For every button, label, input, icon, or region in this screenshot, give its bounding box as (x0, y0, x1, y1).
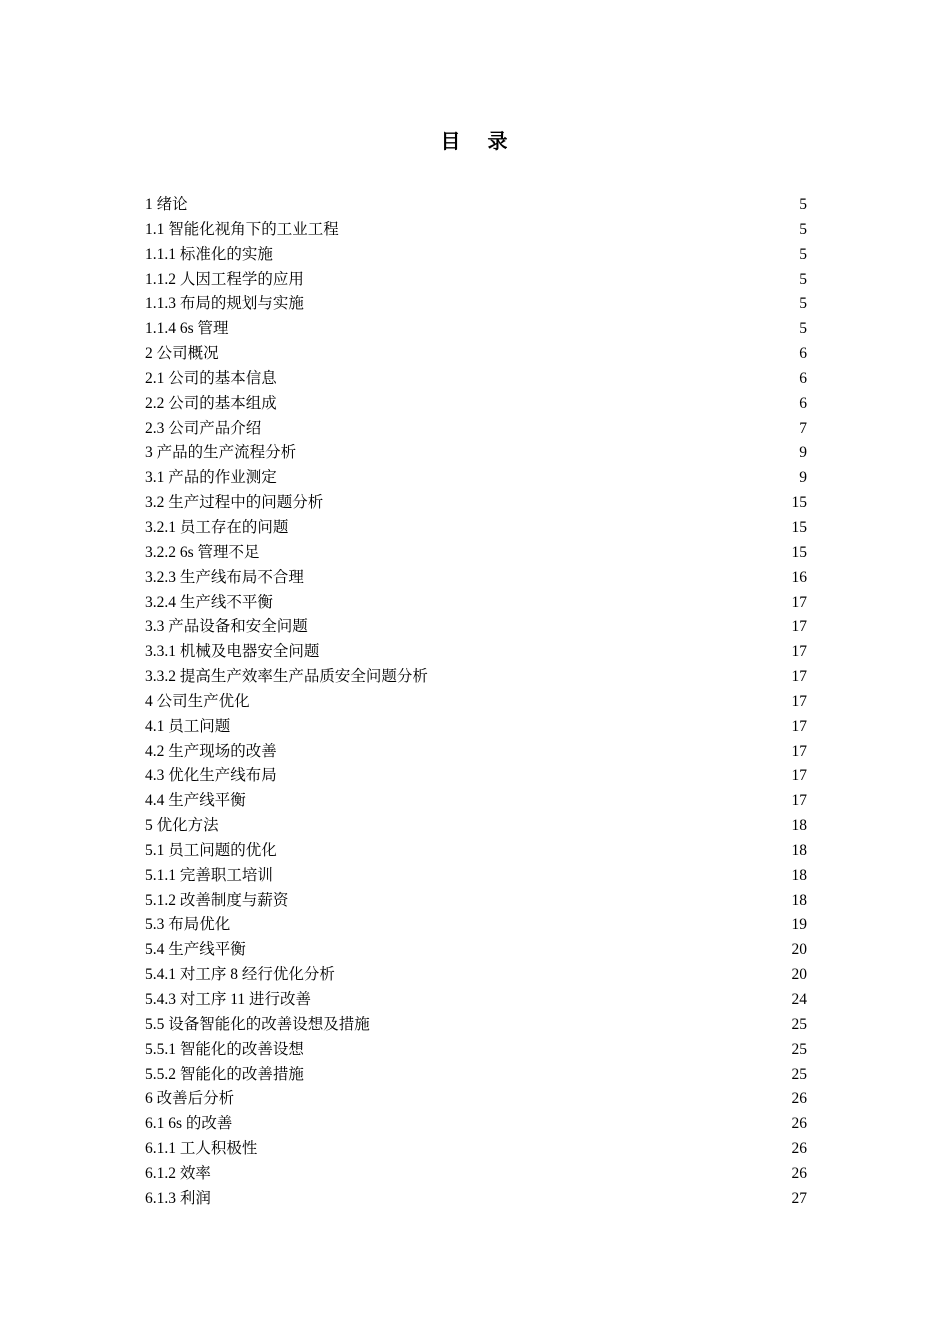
toc-entry-label: 3.3.2 提高生产效率生产品质安全问题分析 (145, 668, 428, 686)
toc-entry-page-number: 7 (799, 419, 807, 437)
toc-entry-page-number: 20 (791, 941, 807, 959)
toc-entry-page-number: 26 (791, 1090, 807, 1108)
toc-entry-page-number: 5 (799, 196, 807, 213)
toc-entry[interactable] (145, 615, 807, 640)
toc-entry-page-number: 5 (799, 220, 807, 238)
toc-entry-label: 6.1.1 工人积极性 (145, 1140, 258, 1158)
toc-entry[interactable] (145, 466, 807, 491)
toc-entry-page-number: 5 (799, 295, 807, 313)
toc-entry[interactable] (145, 417, 807, 442)
toc-entry-label: 5.1.1 完善职工培训 (145, 866, 273, 884)
toc-entry-label: 5 优化方法 (145, 817, 219, 835)
toc-entry[interactable] (145, 1013, 807, 1038)
toc-entry-page-number: 20 (791, 966, 807, 984)
toc-entry-label: 3.2.1 员工存在的问题 (145, 518, 289, 536)
toc-entry-page-number: 17 (791, 717, 807, 735)
toc-entry-page-number: 6 (799, 345, 807, 363)
toc-entry-label: 2.3 公司产品介绍 (145, 419, 262, 437)
toc-entry-page-number: 15 (791, 543, 807, 561)
toc-entry-label: 1.1.4 6s 管理 (145, 320, 229, 338)
toc-entry[interactable] (145, 1038, 807, 1063)
toc-entry[interactable] (145, 665, 807, 690)
toc-entry[interactable] (145, 938, 807, 963)
toc-entry[interactable] (145, 814, 807, 839)
toc-entry[interactable] (145, 243, 807, 268)
toc-entry[interactable] (145, 541, 807, 566)
toc-entry-label: 3.3 产品设备和安全问题 (145, 618, 308, 636)
toc-entry-label: 3 产品的生产流程分析 (145, 444, 297, 462)
toc-entry[interactable] (145, 839, 807, 864)
toc-entry-label: 3.2.4 生产线不平衡 (145, 593, 273, 611)
toc-entry-label: 4.2 生产现场的改善 (145, 742, 277, 760)
toc-entry-label: 5.4 生产线平衡 (145, 941, 246, 959)
toc-entry-page-number: 18 (791, 891, 807, 909)
toc-entry[interactable] (145, 392, 807, 417)
toc-entry-label: 2 公司概况 (145, 345, 219, 363)
toc-entry-label: 3.2 生产过程中的问题分析 (145, 494, 324, 512)
toc-entry-label: 5.5.1 智能化的改善设想 (145, 1040, 304, 1058)
toc-entry-page-number: 27 (791, 1189, 807, 1207)
toc-entry-label: 5.1.2 改善制度与薪资 (145, 891, 289, 909)
toc-entry-page-number: 5 (799, 270, 807, 288)
toc-entry-label: 6.1 6s 的改善 (145, 1115, 233, 1133)
toc-entry-page-number: 26 (791, 1140, 807, 1158)
toc-entry[interactable] (145, 1112, 807, 1137)
toc-entry[interactable] (145, 789, 807, 814)
toc-entry[interactable] (145, 764, 807, 789)
toc-entry-page-number: 16 (791, 568, 807, 586)
toc-entry[interactable] (145, 566, 807, 591)
toc-entry[interactable] (145, 1087, 807, 1112)
toc-entry[interactable] (145, 1187, 807, 1212)
toc-entry-label: 1.1.1 标准化的实施 (145, 245, 273, 263)
toc-entry-page-number: 18 (791, 866, 807, 884)
toc-entry-page-number: 19 (791, 916, 807, 934)
toc-entry-page-number: 24 (791, 991, 807, 1008)
toc-entry-label: 1.1.3 布局的规划与实施 (145, 295, 304, 313)
toc-entry-page-number: 25 (791, 1015, 807, 1033)
toc-entry-label: 5.3 布局优化 (145, 916, 231, 934)
toc-entry[interactable] (145, 864, 807, 889)
toc-title: 目 录 (440, 129, 518, 153)
toc-entry[interactable] (145, 516, 807, 541)
toc-entry-page-number: 17 (791, 618, 807, 636)
toc-entry-label: 1 绪论 (145, 196, 188, 213)
toc-entry[interactable] (145, 640, 807, 665)
toc-entry-label: 3.3.1 机械及电器安全问题 (145, 643, 320, 661)
toc-entry-label: 3.1 产品的作业测定 (145, 469, 277, 487)
toc-entry-page-number: 25 (791, 1040, 807, 1058)
toc-entry[interactable] (145, 218, 807, 243)
toc-entry-label: 5.1 员工问题的优化 (145, 841, 277, 859)
toc-entry[interactable] (145, 1137, 807, 1162)
toc-entry-label: 5.5 设备智能化的改善设想及措施 (145, 1015, 370, 1033)
toc-entry-label: 1.1 智能化视角下的工业工程 (145, 220, 339, 238)
toc-entry[interactable] (145, 591, 807, 616)
toc-entry[interactable] (145, 342, 807, 367)
toc-entry[interactable] (145, 292, 807, 317)
toc-entry[interactable] (145, 715, 807, 740)
toc-entry-page-number: 15 (791, 518, 807, 536)
toc-entry-label: 4 公司生产优化 (145, 692, 250, 710)
toc-entry-page-number: 9 (799, 444, 807, 462)
toc-entry-label: 3.2.2 6s 管理不足 (145, 543, 260, 561)
toc-entry-page-number: 17 (791, 742, 807, 760)
toc-entry-label: 4.4 生产线平衡 (145, 792, 246, 810)
toc-entry[interactable] (145, 491, 807, 516)
toc-entry-page-number: 15 (791, 494, 807, 512)
toc-entry-page-number: 5 (799, 320, 807, 338)
toc-entry-page-number: 17 (791, 767, 807, 785)
toc-entry-page-number: 5 (799, 245, 807, 263)
toc-entry-page-number: 17 (791, 643, 807, 661)
toc-entry-page-number: 6 (799, 369, 807, 387)
toc-entry[interactable] (145, 268, 807, 293)
toc-entry[interactable] (145, 740, 807, 765)
toc-entry-label: 5.4.1 对工序 8 经行优化分析 (145, 966, 335, 984)
toc-entry-label: 2.2 公司的基本组成 (145, 394, 277, 412)
toc-entry-page-number: 17 (791, 792, 807, 810)
toc-entry-label: 6.1.2 效率 (145, 1164, 211, 1182)
toc-entry-page-number: 6 (799, 394, 807, 412)
toc-entry-label: 6.1.3 利润 (145, 1189, 211, 1207)
toc-entry-page-number: 17 (791, 668, 807, 686)
toc-entry-page-number: 18 (791, 841, 807, 859)
toc-entry[interactable] (145, 367, 807, 392)
toc-entry-page-number: 9 (799, 469, 807, 487)
toc-entry[interactable] (145, 889, 807, 914)
toc-entry[interactable] (145, 441, 807, 466)
toc-entry-label: 5.4.3 对工序 11 进行改善 (145, 991, 312, 1008)
toc-entry-label: 1.1.2 人因工程学的应用 (145, 270, 304, 288)
toc-entry-page-number: 17 (791, 593, 807, 611)
toc-entry-page-number: 25 (791, 1065, 807, 1083)
toc-entry-label: 4.3 优化生产线布局 (145, 767, 277, 785)
toc-entry-page-number: 26 (791, 1164, 807, 1182)
toc-entry-page-number: 18 (791, 817, 807, 835)
toc-entry-label: 4.1 员工问题 (145, 717, 231, 735)
toc-entry[interactable] (145, 1162, 807, 1187)
toc-entry[interactable] (145, 988, 807, 1013)
toc-entry[interactable] (145, 913, 807, 938)
toc-entry[interactable] (145, 193, 807, 218)
table-of-contents (145, 193, 807, 1212)
toc-entry-page-number: 26 (791, 1115, 807, 1133)
toc-entry[interactable] (145, 1063, 807, 1088)
toc-entry-label: 5.5.2 智能化的改善措施 (145, 1065, 304, 1083)
toc-entry-label: 2.1 公司的基本信息 (145, 369, 277, 387)
toc-entry[interactable] (145, 963, 807, 988)
toc-entry[interactable] (145, 317, 807, 342)
toc-entry-page-number: 17 (791, 692, 807, 710)
toc-entry[interactable] (145, 690, 807, 715)
toc-entry-label: 6 改善后分析 (145, 1090, 235, 1108)
toc-entry-label: 3.2.3 生产线布局不合理 (145, 568, 304, 586)
